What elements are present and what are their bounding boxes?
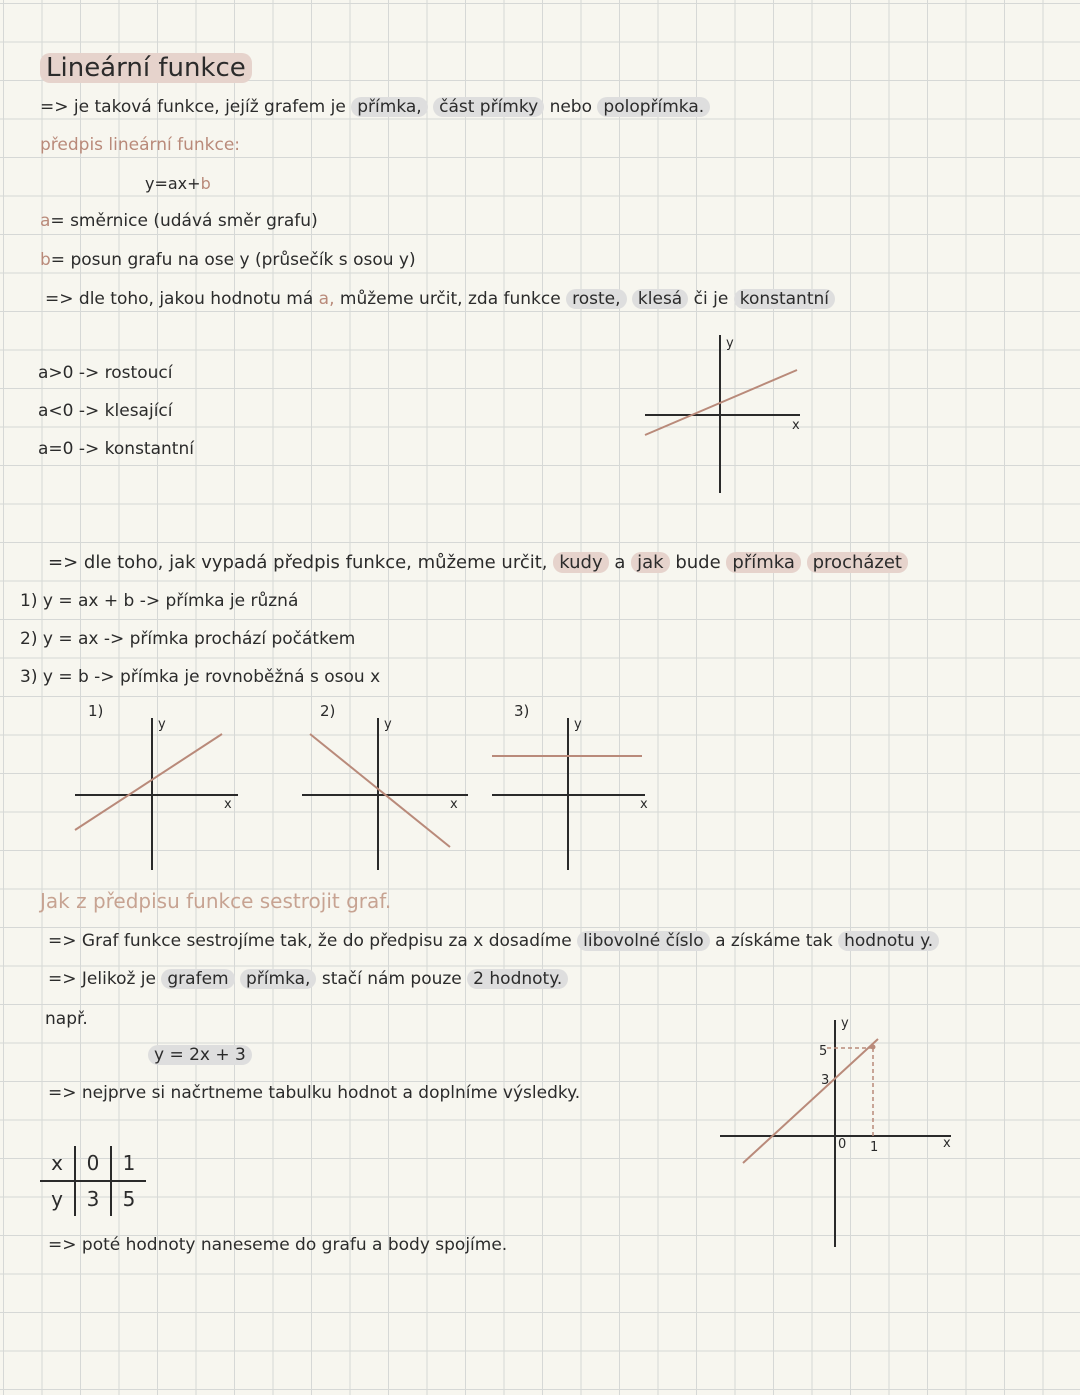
table-y-0: 3 — [75, 1181, 111, 1216]
example-graph — [715, 1015, 955, 1250]
graph-1 — [70, 712, 245, 872]
function-line — [75, 734, 222, 830]
x-axis-label: x — [224, 797, 232, 812]
type-2: 2) y = ax -> přímka prochází počátkem — [20, 629, 356, 649]
type-1: 1) y = ax + b -> přímka je různá — [20, 591, 299, 611]
y-axis-label: y — [841, 1016, 849, 1031]
case-rostouci: a>0 -> rostoucí — [38, 363, 173, 383]
section-heading: Jak z předpisu funkce sestrojit graf. — [40, 889, 392, 913]
graf-line-1: => Graf funkce sestrojíme tak, že do předpisu za x dosadíme libovolné číslo a získáme tak hodnotu y. — [48, 930, 939, 952]
depend-line: => dle toho, jakou hodnotu má a, můžeme určit, zda funkce roste, klesá či je konstantní — [45, 288, 835, 310]
page-title: Lineární funkce — [40, 52, 252, 84]
table-x-0: 0 — [75, 1146, 111, 1181]
case-konstantni: a=0 -> konstantní — [38, 439, 194, 459]
step-1: => nejprve si načrtneme tabulku hodnot a doplníme výsledky. — [48, 1083, 581, 1103]
table-x-1: 1 — [111, 1146, 146, 1181]
point-1-5 — [871, 1045, 876, 1050]
intro-line: => je taková funkce, jejíž grafem je přímka, část přímky nebo polopřímka. — [40, 96, 710, 118]
graph-3-label: 3) — [514, 702, 530, 720]
graf-line-2: => Jelikož je grafem přímka, stačí nám pouze 2 hodnoty. — [48, 968, 568, 990]
depend2-line: => dle toho, jak vypadá předpis funkce, můžeme určit, kudy a jak bude přímka procházet — [48, 552, 908, 574]
table-x-label: x — [40, 1146, 75, 1181]
tick-y3: 3 — [821, 1073, 830, 1088]
graph-rostouci — [640, 335, 810, 495]
y-axis-label: y — [574, 717, 582, 732]
tick-x1: 1 — [870, 1140, 879, 1155]
function-line — [310, 734, 450, 847]
function-line — [743, 1039, 878, 1163]
x-axis-label: x — [450, 797, 458, 812]
y-axis-label: y — [384, 717, 392, 732]
x-axis-label: x — [943, 1136, 951, 1151]
value-table — [40, 1146, 146, 1216]
formula: y=ax+b — [145, 174, 211, 193]
example-formula: y = 2x + 3 — [148, 1044, 252, 1066]
y-axis-label: y — [726, 336, 734, 351]
graph-2 — [300, 712, 475, 872]
table-y-1: 5 — [122, 1187, 136, 1211]
graph-3 — [490, 712, 665, 872]
b-definition: b= posun grafu na ose y (průsečík s osou y) — [40, 250, 416, 270]
x-axis-label: x — [640, 797, 648, 812]
step-2: => poté hodnoty naneseme do grafu a body spojíme. — [48, 1235, 508, 1255]
tick-x0: 0 — [838, 1137, 847, 1152]
a-definition: a= směrnice (udává směr grafu) — [40, 211, 318, 231]
table-y-label: y — [40, 1181, 75, 1216]
napr-label: např. — [45, 1009, 88, 1029]
x-axis-label: x — [792, 418, 800, 433]
type-3: 3) y = b -> přímka je rovnoběžná s osou x — [20, 667, 381, 687]
tick-y5: 5 — [819, 1044, 828, 1059]
graph-1-label: 1) — [88, 702, 104, 720]
predpis-label: předpis lineární funkce: — [40, 135, 241, 155]
y-axis-label: y — [158, 717, 166, 732]
graph-2-label: 2) — [320, 702, 336, 720]
case-klesajici: a<0 -> klesající — [38, 401, 173, 421]
